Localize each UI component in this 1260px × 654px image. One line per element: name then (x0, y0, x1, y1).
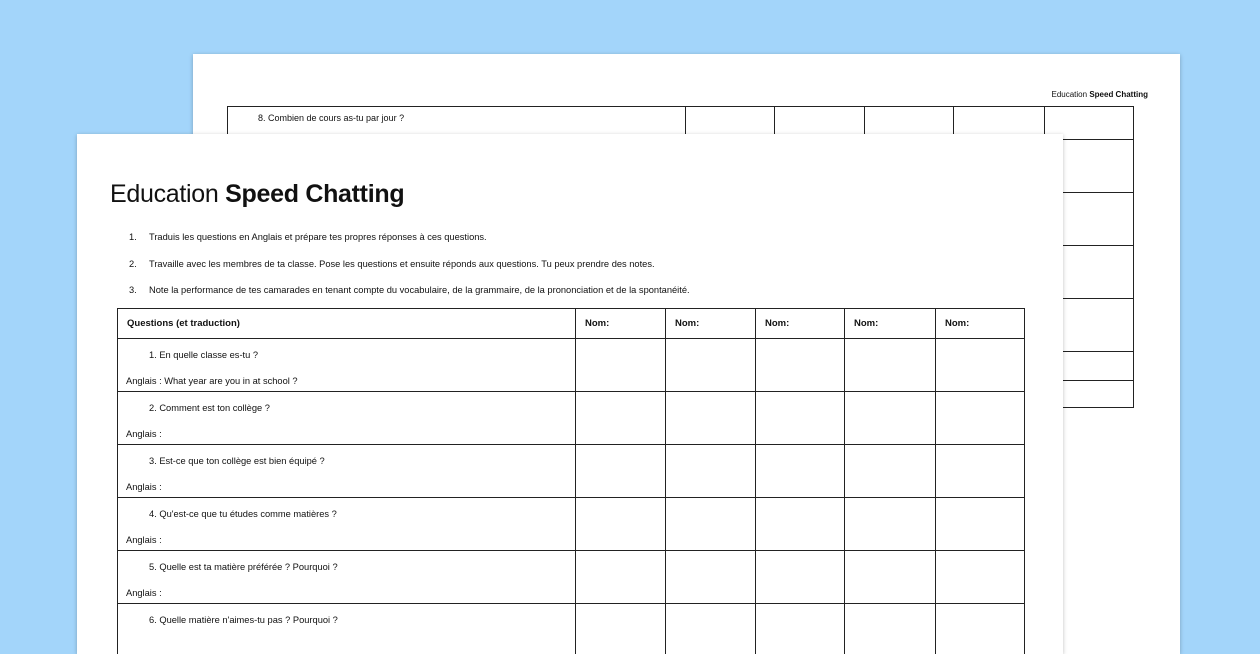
table-row (118, 551, 1025, 604)
answer-cell (845, 339, 936, 392)
answer-cell (936, 445, 1025, 498)
instruction-text: Note la performance de tes camarades en tenant compte du vocabulaire, de la grammaire, de la prononciation et de la spontanéité. (149, 285, 690, 312)
page-title (110, 180, 404, 209)
front-worksheet-page (77, 134, 1063, 654)
answer-cell (576, 339, 666, 392)
answer-cell (845, 392, 936, 445)
instruction-number: 3. (129, 285, 149, 312)
back-question-text: 8. Combien de cours as-tu par jour ? (258, 113, 404, 123)
question-french: 6. Quelle matière n'aimes-tu pas ? Pourquoi ? (149, 615, 338, 625)
back-header-plain: Education (1052, 90, 1088, 99)
instruction-item (129, 259, 690, 286)
answer-cell (666, 551, 756, 604)
header-name: Nom: (576, 309, 666, 339)
answer-cell (666, 604, 756, 654)
instruction-item (129, 232, 690, 259)
question-cell (118, 339, 576, 392)
table-row (118, 339, 1025, 392)
answer-cell (666, 445, 756, 498)
question-english: Anglais : (126, 588, 162, 598)
answer-cell (666, 392, 756, 445)
table-row (118, 498, 1025, 551)
answer-cell (756, 339, 845, 392)
question-cell (118, 604, 576, 654)
answer-cell (756, 551, 845, 604)
questions-table (117, 308, 1025, 654)
back-page-header (1052, 90, 1149, 99)
instruction-text: Traduis les questions en Anglais et prépare tes propres réponses à ces questions. (149, 232, 487, 259)
instruction-number: 2. (129, 259, 149, 286)
question-english: Anglais : (126, 429, 162, 439)
question-english: Anglais : (126, 535, 162, 545)
header-questions: Questions (et traduction) (118, 309, 576, 339)
answer-cell (845, 445, 936, 498)
question-cell (118, 392, 576, 445)
answer-cell (936, 498, 1025, 551)
question-french: 4. Qu'est-ce que tu études comme matières ? (149, 509, 337, 519)
question-cell (118, 551, 576, 604)
question-french: 1. En quelle classe es-tu ? (149, 350, 258, 360)
instruction-text: Travaille avec les membres de ta classe. Pose les questions et ensuite réponds aux questions. Tu peux prendre des notes. (149, 259, 655, 286)
header-name: Nom: (845, 309, 936, 339)
answer-cell (576, 498, 666, 551)
answer-cell (756, 604, 845, 654)
title-bold: Speed Chatting (225, 180, 404, 208)
answer-cell (576, 551, 666, 604)
answer-cell (936, 604, 1025, 654)
table-row (118, 445, 1025, 498)
answer-cell (936, 339, 1025, 392)
answer-cell (936, 392, 1025, 445)
back-header-bold: Speed Chatting (1089, 90, 1148, 99)
answer-cell (576, 445, 666, 498)
table-row (118, 604, 1025, 654)
instructions-list (129, 232, 690, 312)
answer-cell (666, 498, 756, 551)
header-name: Nom: (936, 309, 1025, 339)
question-cell (118, 445, 576, 498)
question-cell (118, 498, 576, 551)
table-row (118, 392, 1025, 445)
answer-cell (756, 392, 845, 445)
answer-cell (845, 498, 936, 551)
instruction-number: 1. (129, 232, 149, 259)
answer-cell (576, 604, 666, 654)
question-french: 2. Comment est ton collège ? (149, 403, 270, 413)
question-french: 5. Quelle est ta matière préférée ? Pourquoi ? (149, 562, 338, 572)
question-english: Anglais : What year are you in at school ? (126, 376, 298, 386)
answer-cell (756, 445, 845, 498)
answer-cell (576, 392, 666, 445)
header-name: Nom: (756, 309, 845, 339)
question-english: Anglais : (126, 482, 162, 492)
answer-cell (845, 604, 936, 654)
answer-cell (666, 339, 756, 392)
question-french: 3. Est-ce que ton collège est bien équipé ? (149, 456, 325, 466)
answer-cell (845, 551, 936, 604)
answer-cell (936, 551, 1025, 604)
table-header-row (118, 309, 1025, 339)
header-name: Nom: (666, 309, 756, 339)
answer-cell (756, 498, 845, 551)
title-plain: Education (110, 180, 219, 208)
